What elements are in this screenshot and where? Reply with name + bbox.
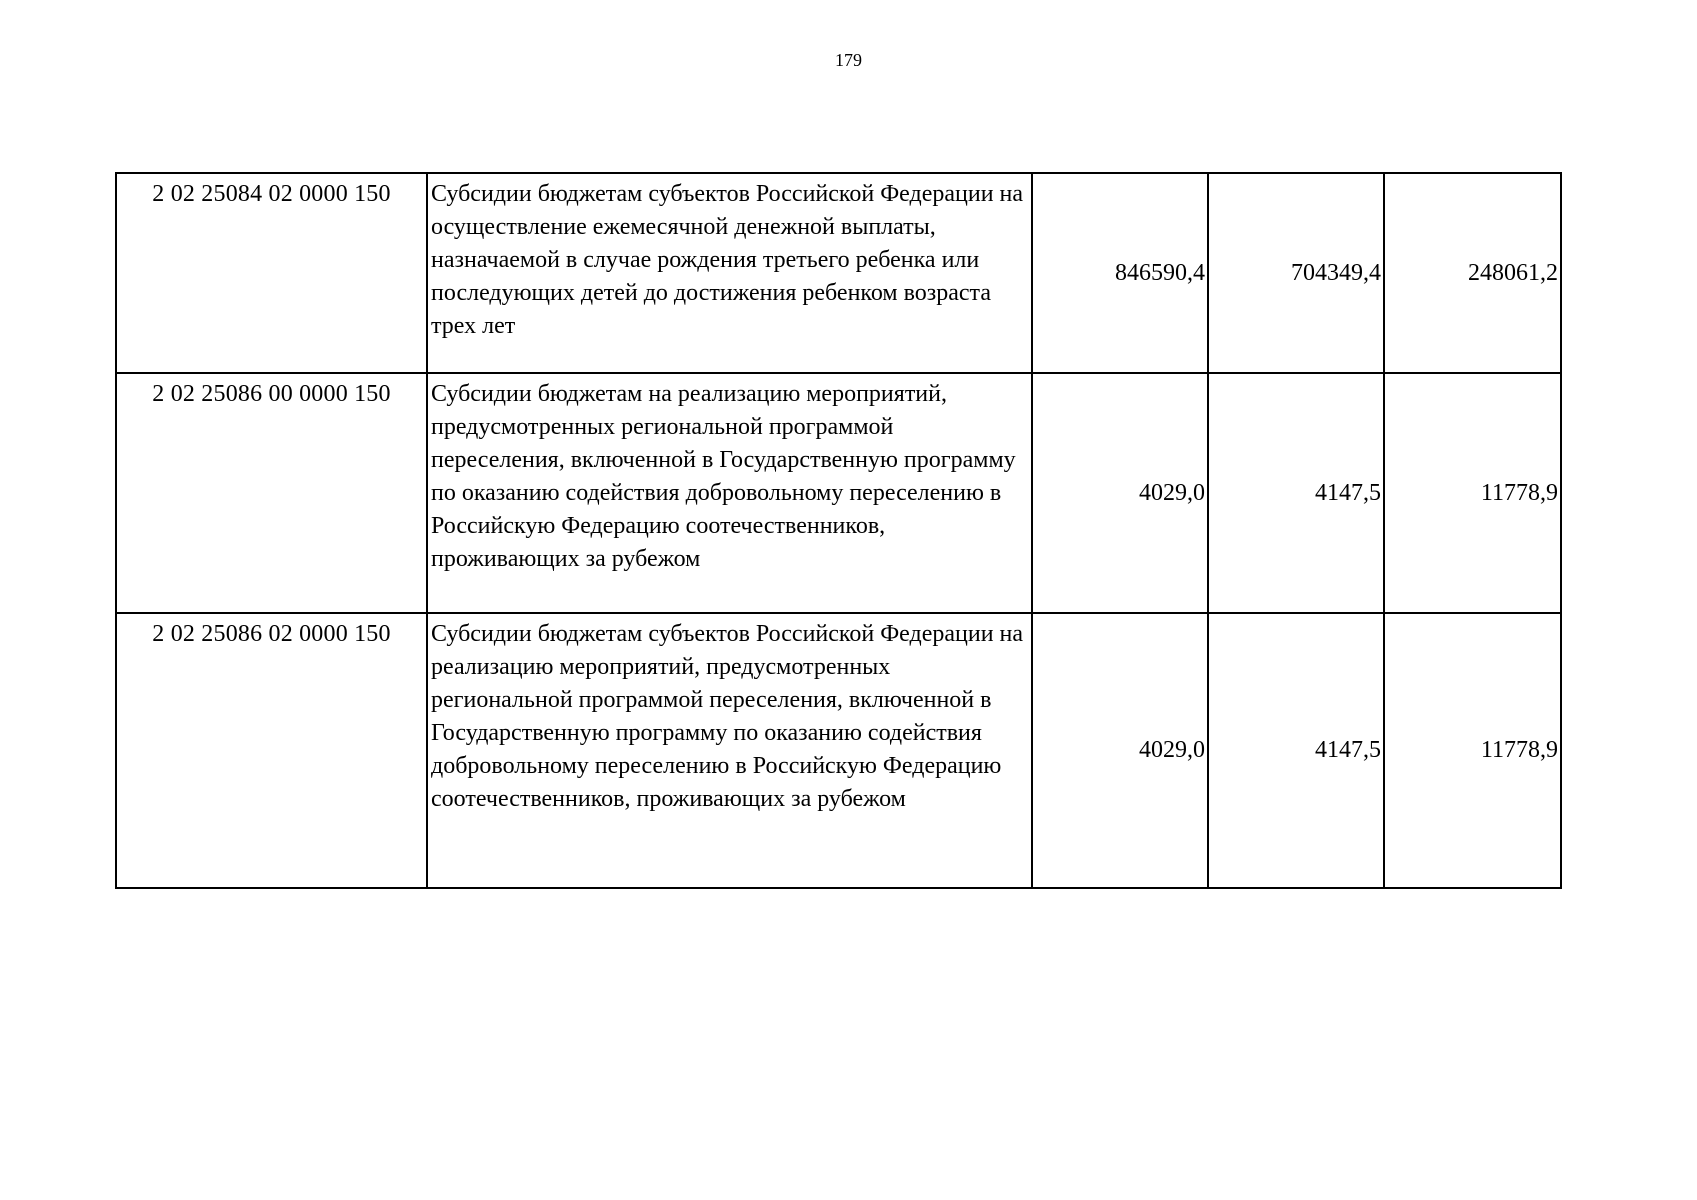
budget-code-cell: 2 02 25086 02 0000 150 [116, 613, 427, 888]
amount-cell-2: 4147,5 [1208, 613, 1384, 888]
amount-cell-2: 704349,4 [1208, 173, 1384, 373]
table-row [116, 613, 1561, 888]
budget-code-cell: 2 02 25086 00 0000 150 [116, 373, 427, 613]
amount-cell-3: 248061,2 [1384, 173, 1561, 373]
budget-code-cell: 2 02 25084 02 0000 150 [116, 173, 427, 373]
amount-cell-3: 11778,9 [1384, 613, 1561, 888]
amount-cell-1: 4029,0 [1032, 373, 1208, 613]
description-cell: Субсидии бюджетам субъектов Российской Федерации на осуществление ежемесячной денежной выплаты, назначаемой в случае рождения третьего ребенка или последующих детей до достижения ребенком возраста трех лет [427, 173, 1032, 373]
description-cell: Субсидии бюджетам на реализацию мероприятий, предусмотренных региональной программой переселения, включенной в Государственную программу по оказанию содействия добровольному переселению в Российскую Федерацию соотечественников, проживающих за рубежом [427, 373, 1032, 613]
amount-cell-2: 4147,5 [1208, 373, 1384, 613]
amount-cell-1: 846590,4 [1032, 173, 1208, 373]
budget-table [115, 172, 1562, 889]
amount-cell-1: 4029,0 [1032, 613, 1208, 888]
amount-cell-3: 11778,9 [1384, 373, 1561, 613]
table-row [116, 373, 1561, 613]
table-row [116, 173, 1561, 373]
page-number: 179 [835, 50, 862, 70]
description-cell: Субсидии бюджетам субъектов Российской Федерации на реализацию мероприятий, предусмотренных региональной программой переселения, включенной в Государственную программу по оказанию содействия добровольному переселению в Российскую Федерацию соотечественников, проживающих за рубежом [427, 613, 1032, 888]
